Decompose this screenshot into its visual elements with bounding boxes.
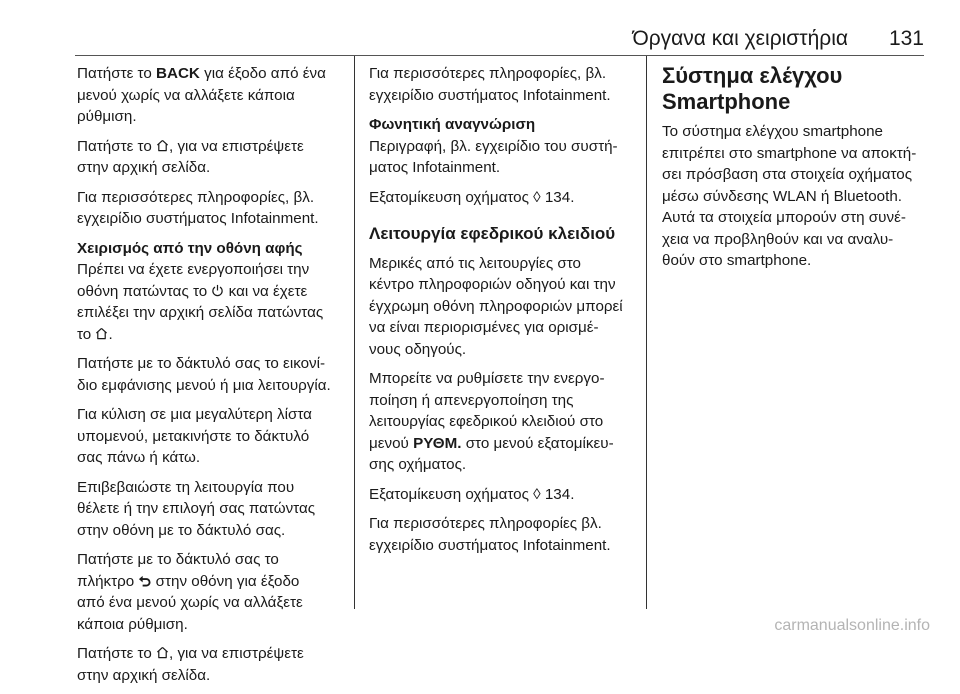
paragraph: Μερικές από τις λειτουργίες στο κέντρο πληροφοριών οδηγού και την έγχρωμη οθόνη πληροφοριών μπορεί να είναι περιορισμένες για ορισμέ- νους οδηγούς. bbox=[369, 254, 623, 358]
voice-recognition-section: Φωνητική αναγνώριση Περιγραφή, βλ. εγχειρίδιο του συστή- ματος Infotainment. bbox=[369, 114, 637, 179]
paragraph: Για περισσότερες πληροφορίες βλ. εγχειρίδιο συστήματος Infotainment. bbox=[369, 515, 611, 554]
watermark: carmanualsonline.info bbox=[774, 617, 930, 634]
page-number: 131 bbox=[888, 27, 924, 50]
section-heading: Φωνητική αναγνώριση bbox=[369, 116, 536, 133]
page-title: Όργανα και χειριστήρια bbox=[632, 27, 848, 50]
page-reference-icon: ◊ bbox=[533, 188, 541, 206]
page-reference-icon: ◊ bbox=[533, 485, 541, 503]
section-heading: Χειρισμός από την οθόνη αφής bbox=[77, 239, 303, 257]
cross-reference[interactable]: Εξατομίκευση οχήματος ◊ 134. bbox=[369, 188, 575, 206]
column-left bbox=[77, 63, 352, 694]
paragraph: Για περισσότερες πληροφορίες, βλ. εγχειρίδιο συστήματος Infotainment. bbox=[369, 65, 611, 104]
home-icon bbox=[156, 646, 169, 659]
menu-name: ΡΥΘΜ. bbox=[413, 434, 462, 452]
paragraph: Πατήστε με το δάκτυλό σας το πλήκτρο στην οθόνη για έξοδο από ένα μενού χωρίς να αλλάξετε κάποια ρύθμιση. bbox=[77, 551, 303, 633]
paragraph: Πατήστε το , για να επιστρέψετε στην αρχική σελίδα. bbox=[77, 645, 304, 684]
home-icon bbox=[95, 327, 108, 340]
back-arrow-icon bbox=[138, 574, 151, 587]
paragraph: Το σύστημα ελέγχου smartphone επιτρέπει στο smartphone να αποκτή- σει πρόσβαση στα στοιχεία οχήματος μέσω σύνδεσης WLAN ή Bluetooth. Αυτά τα στοιχεία μπορούν στη συνέ- χεια να προβληθούν και να αναλυ- θούν στο smartphone. bbox=[662, 123, 917, 269]
section-heading: Λειτουργία εφεδρικού κλειδιού bbox=[369, 224, 616, 243]
paragraph: Μπορείτε να ρυθμίσετε την ενεργο- ποίηση ή απενεργοποίηση της λειτουργίας εφεδρικού κλειδιού στο μενού ΡΥΘΜ. στο μενού εξατομίκευ- σης οχήματος. bbox=[369, 370, 614, 473]
touchscreen-section: Χειρισμός από την οθόνη αφής Πρέπει να έχετε ενεργοποιήσει την οθόνη πατώντας το και να έχετε επιλέξει την αρχική σελίδα πατώντας το . bbox=[77, 238, 352, 346]
column-divider bbox=[646, 56, 647, 609]
column-middle bbox=[369, 63, 637, 564]
column-divider bbox=[354, 56, 355, 609]
paragraph: Πατήστε με το δάκτυλό σας το εικονί- διο εμφάνισης μενού ή μια λειτουργία. bbox=[77, 355, 331, 394]
column-right bbox=[662, 63, 932, 280]
paragraph: Πατήστε το BACK για έξοδο από ένα μενού χωρίς να αλλάξετε κάποια ρύθμιση. bbox=[77, 65, 326, 125]
cross-reference[interactable]: Εξατομίκευση οχήματος ◊ 134. bbox=[369, 485, 575, 503]
back-key-label: BACK bbox=[156, 65, 200, 82]
section-heading: Σύστημα ελέγχου Smartphone bbox=[662, 63, 843, 114]
page-header bbox=[0, 0, 960, 56]
home-icon bbox=[156, 139, 169, 152]
paragraph: Επιβεβαιώστε τη λειτουργία που θέλετε ή την επιλογή σας πατώντας στην οθόνη με το δάκτυλό σας. bbox=[77, 478, 316, 539]
paragraph: Για κύλιση σε μια μεγαλύτερη λίστα υπομενού, μετακινήστε το δάκτυλό σας πάνω ή κάτω. bbox=[77, 406, 312, 466]
paragraph: Πατήστε το , για να επιστρέψετε στην αρχική σελίδα. bbox=[77, 137, 304, 176]
paragraph: Για περισσότερες πληροφορίες, βλ. εγχειρίδιο συστήματος Infotainment. bbox=[77, 188, 319, 227]
header-rule bbox=[75, 55, 924, 56]
power-icon bbox=[211, 284, 224, 297]
